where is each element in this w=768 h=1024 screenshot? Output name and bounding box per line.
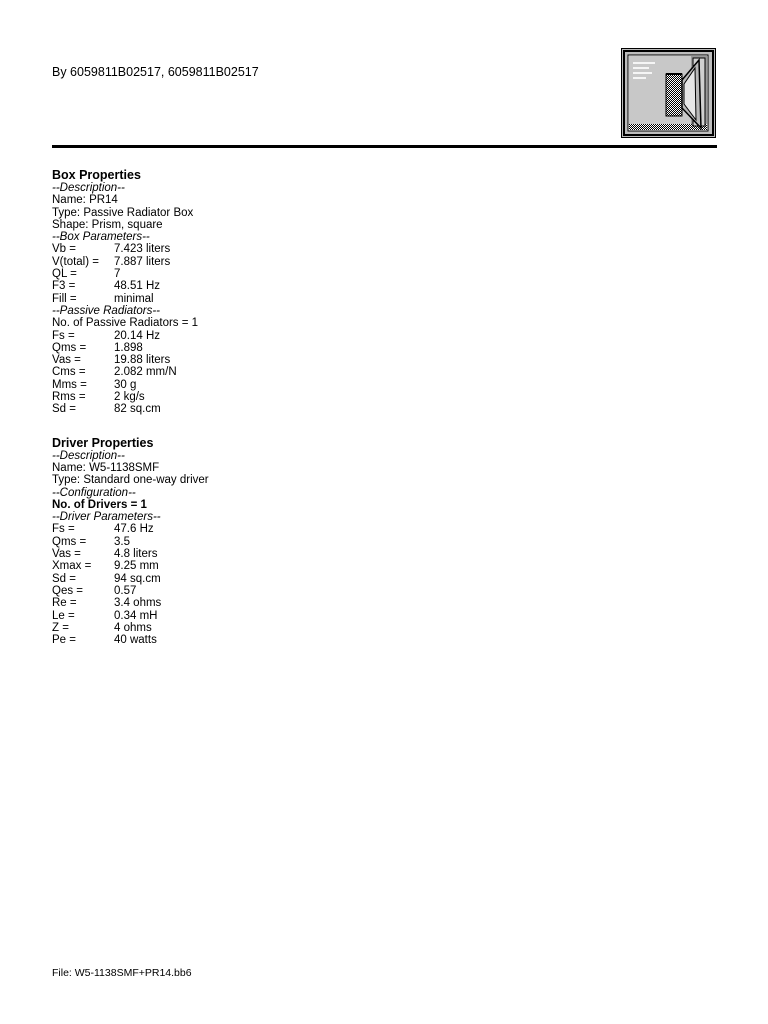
configuration-head: --Configuration--: [52, 486, 136, 499]
param-row: [52, 391, 692, 403]
param-value: 4.8 liters: [114, 548, 158, 561]
param-label: Re =: [52, 597, 77, 610]
header-divider: [52, 145, 717, 148]
param-label: Le =: [52, 609, 75, 622]
param-value: 7.887 liters: [114, 255, 171, 268]
param-row: [52, 342, 692, 354]
param-row: [52, 634, 692, 646]
param-label: Fs =: [52, 523, 75, 536]
param-value: 7: [114, 268, 121, 281]
box-parameters-head: --Box Parameters--: [52, 231, 150, 244]
driver-description-head: --Description--: [52, 449, 125, 462]
param-value: 47.6 Hz: [114, 523, 154, 536]
file-footer: File: W5-1138SMF+PR14.bb6: [52, 967, 192, 979]
param-value: 1.898: [114, 341, 143, 354]
param-row: [52, 560, 692, 572]
param-label: Sd =: [52, 403, 76, 416]
param-value: 3.4 ohms: [114, 597, 162, 610]
driver-name: Name: W5-1138SMF: [52, 461, 160, 474]
param-label: Pe =: [52, 634, 76, 647]
param-value: 4 ohms: [114, 621, 152, 634]
param-value: 0.34 mH: [114, 609, 158, 622]
param-label: Qms =: [52, 535, 87, 548]
param-row: [52, 354, 692, 366]
driver-properties-title: Driver Properties: [52, 435, 154, 450]
driver-properties-section: [52, 436, 692, 647]
box-type: Type: Passive Radiator Box: [52, 206, 194, 219]
param-value: 3.5: [114, 535, 130, 548]
param-label: Cms =: [52, 366, 86, 379]
param-value: 94 sq.cm: [114, 572, 161, 585]
param-value: 2 kg/s: [114, 391, 145, 404]
param-value: 0.57: [114, 584, 137, 597]
driver-count: No. of Drivers = 1: [52, 498, 147, 511]
param-label: V(total) =: [52, 255, 99, 268]
param-row: [52, 610, 692, 622]
param-label: Qes =: [52, 584, 84, 597]
param-row: [52, 366, 692, 378]
param-row: [52, 403, 692, 415]
param-row: [52, 585, 692, 597]
param-label: Vb =: [52, 243, 76, 256]
param-value: 82 sq.cm: [114, 403, 161, 416]
param-row: [52, 622, 692, 634]
byline: By 6059811B02517, 6059811B02517: [52, 65, 259, 79]
param-value: minimal: [114, 292, 154, 305]
param-label: Sd =: [52, 572, 76, 585]
param-value: 48.51 Hz: [114, 280, 161, 293]
box-shape: Shape: Prism, square: [52, 218, 163, 231]
param-row: [52, 573, 692, 585]
param-row: [52, 256, 692, 268]
param-label: F3 =: [52, 280, 76, 293]
param-label: Fs =: [52, 329, 75, 342]
param-row: [52, 330, 692, 342]
param-row: [52, 379, 692, 391]
param-row: [52, 243, 692, 255]
passive-radiators-head: --Passive Radiators--: [52, 304, 160, 317]
param-value: 2.082 mm/N: [114, 366, 177, 379]
param-value: 30 g: [114, 378, 137, 391]
box-properties-title: Box Properties: [52, 168, 141, 182]
section-spacer: [52, 416, 692, 436]
param-row: [52, 268, 692, 280]
param-label: Rms =: [52, 391, 86, 404]
param-value: 40 watts: [114, 634, 157, 647]
box-properties-section: [52, 168, 692, 416]
param-label: Vas =: [52, 548, 81, 561]
box-name: Name: PR14: [52, 194, 118, 207]
param-row: [52, 523, 692, 535]
param-label: Mms =: [52, 378, 87, 391]
param-row: [52, 597, 692, 609]
param-label: Fill =: [52, 292, 77, 305]
param-label: QL =: [52, 268, 77, 281]
report-body: [52, 168, 692, 646]
box-description-head: --Description--: [52, 182, 125, 194]
param-label: Xmax =: [52, 560, 92, 573]
param-label: Qms =: [52, 341, 87, 354]
param-value: 9.25 mm: [114, 560, 159, 573]
param-value: 7.423 liters: [114, 243, 171, 256]
speaker-box-icon: [621, 48, 716, 138]
param-value: 19.88 liters: [114, 354, 171, 367]
param-row: [52, 548, 692, 560]
param-row: [52, 280, 692, 292]
param-label: Vas =: [52, 354, 81, 367]
driver-type: Type: Standard one-way driver: [52, 474, 209, 487]
param-row: [52, 536, 692, 548]
param-value: 20.14 Hz: [114, 329, 161, 342]
passive-radiator-count: No. of Passive Radiators = 1: [52, 317, 199, 330]
param-row: [52, 293, 692, 305]
param-label: Z =: [52, 621, 69, 634]
driver-parameters-head: --Driver Parameters--: [52, 511, 161, 524]
